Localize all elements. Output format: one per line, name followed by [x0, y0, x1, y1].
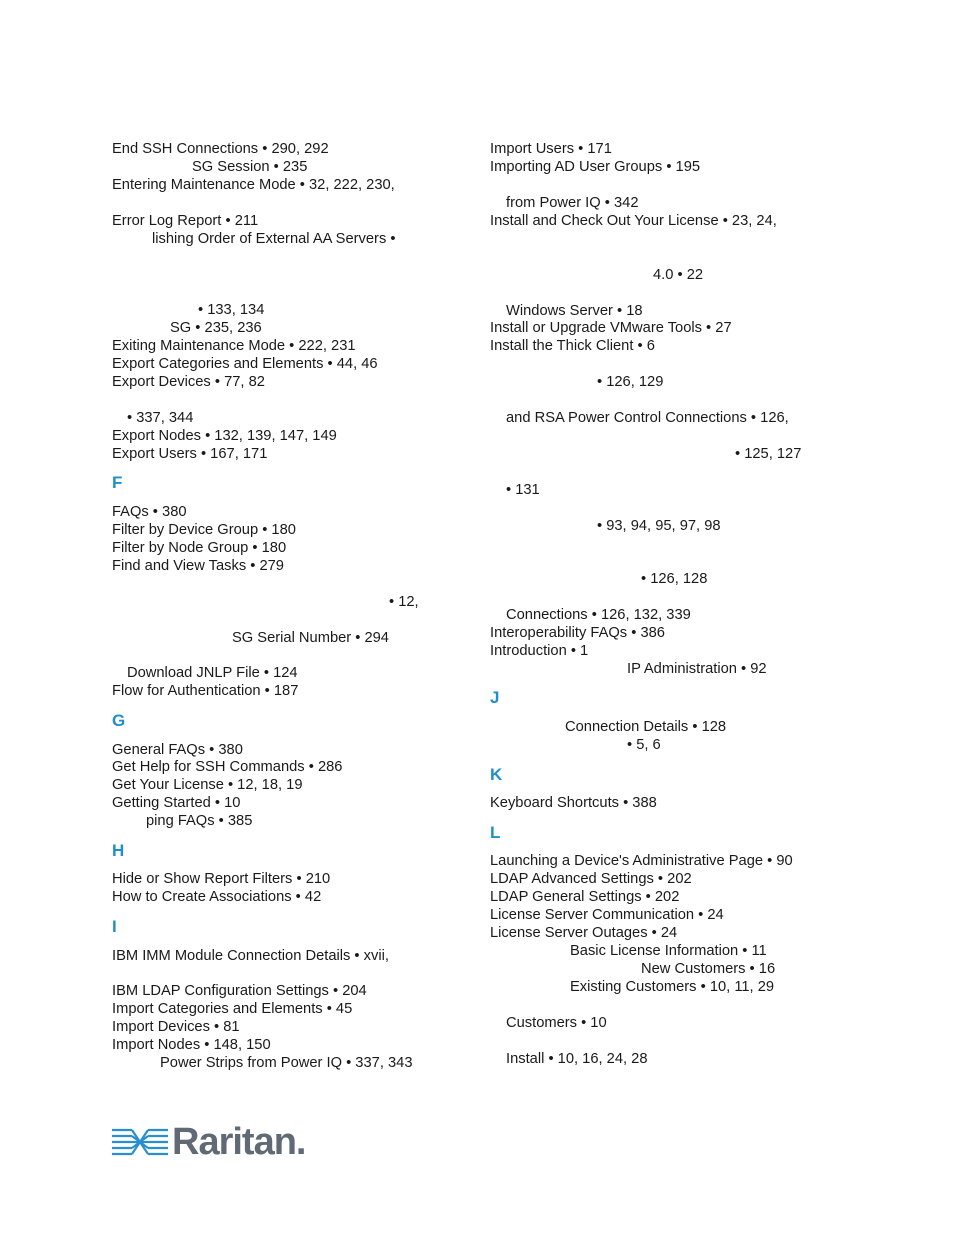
index-entry[interactable]: • 337, 344	[127, 410, 194, 426]
index-entry[interactable]: • 126, 129	[597, 374, 664, 390]
index-entry[interactable]: • 12,	[389, 594, 419, 610]
index-entry[interactable]: Connection Details • 128	[565, 719, 727, 735]
index-entry[interactable]: Connections • 126, 132, 339	[506, 607, 691, 623]
index-entry[interactable]: Entering Maintenance Mode • 32, 222, 230,	[112, 177, 395, 193]
index-entry[interactable]: Get Your License • 12, 18, 19	[112, 777, 303, 793]
index-entry[interactable]: • 133, 134	[198, 302, 265, 318]
section-heading-h: H	[112, 841, 125, 860]
index-entry[interactable]: Importing AD User Groups • 195	[490, 159, 701, 175]
index-entry[interactable]: Install the Thick Client • 6	[490, 338, 655, 354]
index-entry[interactable]: Install • 10, 16, 24, 28	[506, 1051, 648, 1067]
index-entry[interactable]: IBM IMM Module Connection Details • xvii,	[112, 948, 389, 964]
index-entry[interactable]: Export Devices • 77, 82	[112, 374, 265, 390]
index-entry[interactable]: IBM LDAP Configuration Settings • 204	[112, 983, 367, 999]
index-entry[interactable]: License Server Outages • 24	[490, 925, 678, 941]
index-entry[interactable]: FAQs • 380	[112, 504, 187, 520]
section-heading-l: L	[490, 823, 501, 842]
index-entry[interactable]: • 93, 94, 95, 97, 98	[597, 518, 721, 534]
raritan-mark-icon	[112, 1122, 170, 1162]
index-entry[interactable]: Get Help for SSH Commands • 286	[112, 759, 343, 775]
index-entry[interactable]: Import Categories and Elements • 45	[112, 1001, 353, 1017]
section-heading-i: I	[112, 917, 117, 936]
index-entry[interactable]: Hide or Show Report Filters • 210	[112, 871, 331, 887]
index-entry[interactable]: Find and View Tasks • 279	[112, 558, 284, 574]
index-entry[interactable]: LDAP General Settings • 202	[490, 889, 680, 905]
section-heading-f: F	[112, 473, 123, 492]
index-entry[interactable]: Getting Started • 10	[112, 795, 241, 811]
index-entry[interactable]: Download JNLP File • 124	[127, 665, 298, 681]
index-entry[interactable]: Filter by Device Group • 180	[112, 522, 296, 538]
index-entry[interactable]: Basic License Information • 11	[570, 943, 767, 959]
index-entry[interactable]: Filter by Node Group • 180	[112, 540, 287, 556]
index-entry[interactable]: Import Users • 171	[490, 141, 612, 157]
section-heading-k: K	[490, 765, 503, 784]
index-entry[interactable]: Customers • 10	[506, 1015, 607, 1031]
index-entry[interactable]: • 125, 127	[735, 446, 802, 462]
index-entry[interactable]: IP Administration • 92	[627, 661, 767, 677]
index-entry[interactable]: New Customers • 16	[641, 961, 776, 977]
index-entry[interactable]: Exiting Maintenance Mode • 222, 231	[112, 338, 356, 354]
index-entry[interactable]: Install and Check Out Your License • 23, 24,	[490, 213, 777, 229]
index-entry[interactable]: Export Nodes • 132, 139, 147, 149	[112, 428, 337, 444]
index-entry[interactable]: Existing Customers • 10, 11, 29	[570, 979, 775, 995]
index-entry[interactable]: Import Nodes • 148, 150	[112, 1037, 271, 1053]
raritan-logo-text: Raritan.	[172, 1121, 306, 1163]
index-entry[interactable]: Interoperability FAQs • 386	[490, 625, 665, 641]
index-entry[interactable]: End SSH Connections • 290, 292	[112, 141, 329, 157]
index-entry[interactable]: Power Strips from Power IQ • 337, 343	[160, 1055, 413, 1071]
index-entry[interactable]: and RSA Power Control Connections • 126,	[506, 410, 789, 426]
section-heading-g: G	[112, 711, 126, 730]
index-entry[interactable]: 4.0 • 22	[653, 267, 704, 283]
index-entry[interactable]: Keyboard Shortcuts • 388	[490, 795, 657, 811]
index-entry[interactable]: Export Users • 167, 171	[112, 446, 268, 462]
index-entry[interactable]: • 126, 128	[641, 571, 708, 587]
section-heading-j: J	[490, 688, 500, 707]
index-entry[interactable]: ping FAQs • 385	[146, 813, 253, 829]
index-entry[interactable]: from Power IQ • 342	[506, 195, 639, 211]
index-entry[interactable]: • 131	[506, 482, 540, 498]
index-entry[interactable]: Install or Upgrade VMware Tools • 27	[490, 320, 732, 336]
index-entry[interactable]: General FAQs • 380	[112, 742, 243, 758]
index-entry[interactable]: Windows Server • 18	[506, 303, 643, 319]
index-entry[interactable]: Import Devices • 81	[112, 1019, 240, 1035]
index-entry[interactable]: Flow for Authentication • 187	[112, 683, 299, 699]
index-entry[interactable]: Error Log Report • 211	[112, 213, 259, 229]
index-entry[interactable]: SG • 235, 236	[170, 320, 262, 336]
index-entry[interactable]: Launching a Device's Administrative Page • 90	[490, 853, 793, 869]
index-entry[interactable]: How to Create Associations • 42	[112, 889, 322, 905]
index-entry[interactable]: • 5, 6	[627, 737, 661, 753]
raritan-logo	[112, 1122, 312, 1162]
index-entry[interactable]: SG Serial Number • 294	[232, 630, 389, 646]
index-entry[interactable]: LDAP Advanced Settings • 202	[490, 871, 692, 887]
index-entry[interactable]: lishing Order of External AA Servers •	[152, 231, 396, 247]
index-entry[interactable]: Export Categories and Elements • 44, 46	[112, 356, 378, 372]
index-entry[interactable]: Introduction • 1	[490, 643, 589, 659]
index-entry[interactable]: SG Session • 235	[192, 159, 308, 175]
index-entry[interactable]: License Server Communication • 24	[490, 907, 724, 923]
